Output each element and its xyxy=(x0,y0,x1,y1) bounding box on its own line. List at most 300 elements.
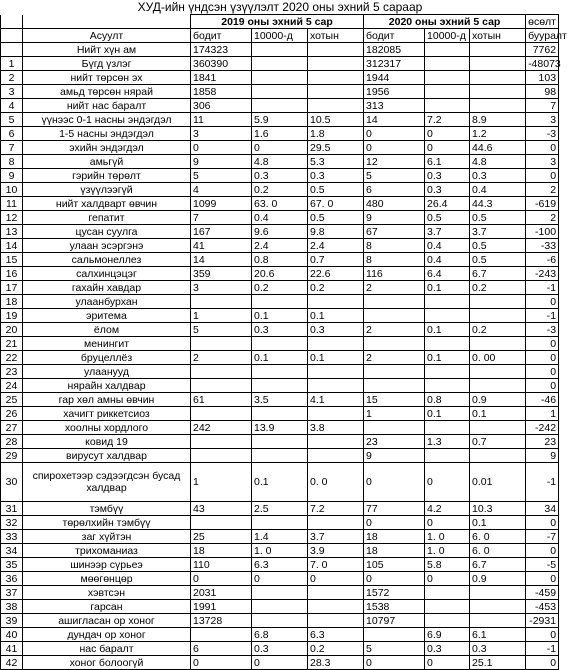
row-number-cell: 41 xyxy=(1,642,23,656)
row-number-cell: 24 xyxy=(1,379,23,393)
per10000-2020-cell xyxy=(425,337,470,351)
indicator-label-cell: амьгүй xyxy=(23,155,191,169)
table-row xyxy=(1,239,559,253)
khotyn-2019-cell xyxy=(308,586,364,600)
bodit-2019-cell: 2031 xyxy=(191,586,252,600)
header-row-columns xyxy=(1,29,559,43)
indicator-label-cell: гарсан xyxy=(23,600,191,614)
khotyn-2019-cell: 0.2 xyxy=(308,642,364,656)
bodit-2019-cell: 41 xyxy=(191,239,252,253)
bodit-2020-cell: 1956 xyxy=(364,85,425,99)
khotyn-2019-cell xyxy=(308,43,364,57)
per10000-2019-cell: 3.5 xyxy=(252,393,308,407)
khotyn-2020-cell: 0.5 xyxy=(470,211,526,225)
row-number-cell: 11 xyxy=(1,197,23,211)
bodit-2020-cell: 14 xyxy=(364,113,425,127)
row-number-cell: 42 xyxy=(1,656,23,670)
per10000-2020-cell xyxy=(425,85,470,99)
change-cell: -1 xyxy=(526,463,559,502)
bodit-2019-cell: 174323 xyxy=(191,43,252,57)
change-cell: 0 xyxy=(526,169,559,183)
indicator-label-cell: үүнээс 0-1 насны эндэгдэл xyxy=(23,113,191,127)
indicator-label-cell: эхийн эндэгдэл xyxy=(23,141,191,155)
row-number-cell: 12 xyxy=(1,211,23,225)
per10000-2020-cell: 3.7 xyxy=(425,225,470,239)
bodit-2020-cell: 313 xyxy=(364,99,425,113)
indicator-label-cell: вирусут халдвар xyxy=(23,449,191,463)
per10000-2020-cell xyxy=(425,295,470,309)
bodit-2019-cell: 306 xyxy=(191,99,252,113)
bodit-2020-cell: 5 xyxy=(364,642,425,656)
per10000-2020-cell xyxy=(425,365,470,379)
per10000-2020-cell xyxy=(425,449,470,463)
change-cell: -459 xyxy=(526,586,559,600)
per10000-2020-cell xyxy=(425,309,470,323)
bodit-2019-cell: 1 xyxy=(191,463,252,502)
indicator-label-cell: ёлом xyxy=(23,323,191,337)
per10000-2020-cell: 0.1 xyxy=(425,281,470,295)
table-row xyxy=(1,267,559,281)
indicator-label-cell: улаанууд xyxy=(23,365,191,379)
khotyn-2019-cell: 28.3 xyxy=(308,656,364,670)
bodit-2020-cell: 8 xyxy=(364,253,425,267)
indicator-label-cell: нийт халдварт өвчин xyxy=(23,197,191,211)
per10000-2020-cell: 5.8 xyxy=(425,558,470,572)
per10000-2019-cell xyxy=(252,85,308,99)
change-cell: 98 xyxy=(526,85,559,99)
bodit-2019-cell: 110 xyxy=(191,558,252,572)
bodit-2019-cell: 2 xyxy=(191,351,252,365)
row-number-cell: 38 xyxy=(1,600,23,614)
row-number-cell: 34 xyxy=(1,544,23,558)
row-number-cell: 36 xyxy=(1,572,23,586)
bodit-2019-cell xyxy=(191,365,252,379)
indicator-label-cell: гар хөл амны өвчин xyxy=(23,393,191,407)
per10000-2020-cell xyxy=(425,586,470,600)
khotyn-2020-cell: 6.7 xyxy=(470,558,526,572)
khotyn-2020-cell: 6. 0 xyxy=(470,530,526,544)
table-row xyxy=(1,337,559,351)
indicator-label-cell: салхинцэцэг xyxy=(23,267,191,281)
per10000-2019-cell xyxy=(252,295,308,309)
khotyn-2020-cell: 0.1 xyxy=(470,516,526,530)
table-row xyxy=(1,642,559,656)
bodit-2020-cell: 0 xyxy=(364,141,425,155)
per10000-2019-cell xyxy=(252,57,308,71)
row-number-cell: 21 xyxy=(1,337,23,351)
indicator-label-cell: үзүүлээгүй xyxy=(23,183,191,197)
khotyn-2020-cell xyxy=(470,365,526,379)
bodit-2019-cell: 242 xyxy=(191,421,252,435)
per10000-2019-cell: 0 xyxy=(252,572,308,586)
per10000-2020-cell: 0 xyxy=(425,516,470,530)
per10000-2020-cell: 1.3 xyxy=(425,435,470,449)
khotyn-2019-cell: 10.5 xyxy=(308,113,364,127)
indicator-label-cell: цусан суулга xyxy=(23,225,191,239)
khotyn-2020-cell: 44.6 xyxy=(470,141,526,155)
per10000-2019-cell: 1.6 xyxy=(252,127,308,141)
per10000-2019-cell: 0.4 xyxy=(252,211,308,225)
bodit-2020-cell: 312317 xyxy=(364,57,425,71)
per10000-2019-cell: 4.8 xyxy=(252,155,308,169)
khotyn-2020-cell: 0.5 xyxy=(470,239,526,253)
header-change-top: өсөлт xyxy=(526,15,559,29)
indicator-label-cell: нярайн халдвар xyxy=(23,379,191,393)
row-number-cell: 35 xyxy=(1,558,23,572)
khotyn-2019-cell: 0.2 xyxy=(308,281,364,295)
header-cell xyxy=(23,15,191,29)
khotyn-2020-cell: 0.1 xyxy=(470,407,526,421)
header-row-groups xyxy=(1,15,559,29)
row-number-cell: 40 xyxy=(1,628,23,642)
per10000-2020-cell: 0.4 xyxy=(425,253,470,267)
per10000-2020-cell xyxy=(425,71,470,85)
indicator-label-cell: хоног болоогүй xyxy=(23,656,191,670)
khotyn-2020-cell xyxy=(470,449,526,463)
per10000-2019-cell: 0 xyxy=(252,141,308,155)
table-row xyxy=(1,351,559,365)
per10000-2020-cell: 4.2 xyxy=(425,502,470,516)
per10000-2019-cell xyxy=(252,337,308,351)
header-change-bottom: бууралт xyxy=(526,29,559,43)
change-cell: 0 xyxy=(526,141,559,155)
table-row xyxy=(1,253,559,267)
bodit-2020-cell: 18 xyxy=(364,544,425,558)
khotyn-2020-cell: 0.4 xyxy=(470,183,526,197)
header-per10000-2019: 10000-д xyxy=(252,29,308,43)
per10000-2020-cell: 6.1 xyxy=(425,155,470,169)
row-number-cell: 4 xyxy=(1,99,23,113)
bodit-2019-cell: 43 xyxy=(191,502,252,516)
header-2019-group: 2019 оны эхний 5 сар xyxy=(191,15,364,29)
khotyn-2019-cell: 0.5 xyxy=(308,211,364,225)
per10000-2019-cell xyxy=(252,600,308,614)
khotyn-2020-cell: 0.7 xyxy=(470,435,526,449)
change-cell: -453 xyxy=(526,600,559,614)
change-cell: -5 xyxy=(526,558,559,572)
bodit-2020-cell xyxy=(364,421,425,435)
bodit-2019-cell xyxy=(191,295,252,309)
per10000-2020-cell: 1. 0 xyxy=(425,544,470,558)
per10000-2020-cell: 0.3 xyxy=(425,169,470,183)
change-cell: -7 xyxy=(526,530,559,544)
khotyn-2019-cell xyxy=(308,365,364,379)
per10000-2019-cell xyxy=(252,379,308,393)
khotyn-2020-cell: 6. 0 xyxy=(470,544,526,558)
row-number-cell: 31 xyxy=(1,502,23,516)
row-number-cell: 27 xyxy=(1,421,23,435)
per10000-2019-cell: 0.2 xyxy=(252,281,308,295)
header-2020-group: 2020 оны эхний 5 сар xyxy=(364,15,526,29)
table-row xyxy=(1,309,559,323)
khotyn-2019-cell: 2.4 xyxy=(308,239,364,253)
change-cell: 0 xyxy=(526,656,559,670)
indicator-label-cell: сальмонеллез xyxy=(23,253,191,267)
change-cell: 0 xyxy=(526,295,559,309)
row-number-cell: 1 xyxy=(1,57,23,71)
per10000-2019-cell: 0.1 xyxy=(252,351,308,365)
indicator-label-cell: менингит xyxy=(23,337,191,351)
table-row xyxy=(1,463,559,502)
indicator-label-cell: Нийт хүн ам xyxy=(23,43,191,57)
khotyn-2019-cell xyxy=(308,516,364,530)
per10000-2019-cell: 5.9 xyxy=(252,113,308,127)
row-number-cell xyxy=(1,43,23,57)
header-per10000-2020: 10000-д xyxy=(425,29,470,43)
khotyn-2019-cell: 29.5 xyxy=(308,141,364,155)
khotyn-2019-cell: 5.3 xyxy=(308,155,364,169)
bodit-2020-cell: 10797 xyxy=(364,614,425,628)
indicator-label-cell: трихоманиаз xyxy=(23,544,191,558)
khotyn-2019-cell xyxy=(308,407,364,421)
indicator-label-cell: бруцеллёз xyxy=(23,351,191,365)
khotyn-2020-cell xyxy=(470,309,526,323)
header-bodit-2019: бодит xyxy=(191,29,252,43)
row-number-cell: 3 xyxy=(1,85,23,99)
change-cell: 0 xyxy=(526,544,559,558)
per10000-2019-cell xyxy=(252,71,308,85)
per10000-2020-cell: 0 xyxy=(425,141,470,155)
per10000-2020-cell xyxy=(425,600,470,614)
row-number-cell: 22 xyxy=(1,351,23,365)
khotyn-2020-cell: 0.3 xyxy=(470,169,526,183)
bodit-2019-cell: 1 xyxy=(191,309,252,323)
change-cell: -2931 xyxy=(526,614,559,628)
per10000-2019-cell: 63. 0 xyxy=(252,197,308,211)
change-cell: -48073 xyxy=(526,57,559,71)
change-cell: -1 xyxy=(526,309,559,323)
per10000-2019-cell: 0.3 xyxy=(252,169,308,183)
khotyn-2019-cell: 22.6 xyxy=(308,267,364,281)
per10000-2020-cell: 0.5 xyxy=(425,211,470,225)
khotyn-2019-cell: 0.7 xyxy=(308,253,364,267)
indicator-label-cell: тэмбүү xyxy=(23,502,191,516)
khotyn-2020-cell xyxy=(470,71,526,85)
bodit-2020-cell: 1 xyxy=(364,407,425,421)
indicator-label-cell: Бүгд үзлэг xyxy=(23,57,191,71)
khotyn-2019-cell: 67. 0 xyxy=(308,197,364,211)
row-number-cell: 6 xyxy=(1,127,23,141)
row-number-cell: 2 xyxy=(1,71,23,85)
bodit-2020-cell xyxy=(364,309,425,323)
khotyn-2020-cell: 6.1 xyxy=(470,628,526,642)
bodit-2019-cell: 1858 xyxy=(191,85,252,99)
per10000-2020-cell: 0.1 xyxy=(425,351,470,365)
bodit-2019-cell xyxy=(191,516,252,530)
indicator-label-cell: эритема xyxy=(23,309,191,323)
khotyn-2020-cell: 4.8 xyxy=(470,155,526,169)
row-number-cell: 20 xyxy=(1,323,23,337)
per10000-2019-cell xyxy=(252,449,308,463)
bodit-2020-cell: 0 xyxy=(364,656,425,670)
table-row xyxy=(1,365,559,379)
per10000-2020-cell xyxy=(425,614,470,628)
khotyn-2020-cell: 1.2 xyxy=(470,127,526,141)
khotyn-2020-cell xyxy=(470,85,526,99)
khotyn-2020-cell xyxy=(470,295,526,309)
per10000-2020-cell xyxy=(425,43,470,57)
bodit-2019-cell: 0 xyxy=(191,141,252,155)
khotyn-2020-cell xyxy=(470,586,526,600)
table-row xyxy=(1,183,559,197)
table-row xyxy=(1,393,559,407)
row-number-cell: 23 xyxy=(1,365,23,379)
table-row xyxy=(1,407,559,421)
khotyn-2019-cell: 0.1 xyxy=(308,351,364,365)
header-khotyn-2020: хотын xyxy=(470,29,526,43)
khotyn-2019-cell xyxy=(308,600,364,614)
header-bodit-2020: бодит xyxy=(364,29,425,43)
bodit-2020-cell: 77 xyxy=(364,502,425,516)
per10000-2019-cell: 2.4 xyxy=(252,239,308,253)
bodit-2020-cell xyxy=(364,295,425,309)
khotyn-2019-cell: 3.9 xyxy=(308,544,364,558)
indicator-label-cell: төрөлхийн тэмбүү xyxy=(23,516,191,530)
per10000-2020-cell xyxy=(425,57,470,71)
khotyn-2019-cell xyxy=(308,435,364,449)
khotyn-2019-cell: 7.2 xyxy=(308,502,364,516)
khotyn-2020-cell: 0.2 xyxy=(470,281,526,295)
per10000-2020-cell: 0.3 xyxy=(425,183,470,197)
bodit-2020-cell: 182085 xyxy=(364,43,425,57)
bodit-2019-cell: 11 xyxy=(191,113,252,127)
table-row xyxy=(1,169,559,183)
khotyn-2019-cell xyxy=(308,614,364,628)
indicator-label-cell: мөөгөнцөр xyxy=(23,572,191,586)
row-number-cell: 5 xyxy=(1,113,23,127)
indicator-label-cell: хачигт риккетсиоз xyxy=(23,407,191,421)
bodit-2019-cell xyxy=(191,337,252,351)
per10000-2020-cell: 0.1 xyxy=(425,407,470,421)
khotyn-2019-cell: 0.3 xyxy=(308,169,364,183)
change-cell: -619 xyxy=(526,197,559,211)
per10000-2019-cell: 0.3 xyxy=(252,642,308,656)
bodit-2019-cell: 0 xyxy=(191,656,252,670)
table-row xyxy=(1,281,559,295)
bodit-2019-cell: 3 xyxy=(191,127,252,141)
change-cell: 0 xyxy=(526,628,559,642)
bodit-2019-cell: 4 xyxy=(191,183,252,197)
table-row xyxy=(1,544,559,558)
per10000-2019-cell xyxy=(252,365,308,379)
khotyn-2019-cell: 7. 0 xyxy=(308,558,364,572)
table-row xyxy=(1,113,559,127)
per10000-2019-cell: 9.6 xyxy=(252,225,308,239)
khotyn-2020-cell: 10.3 xyxy=(470,502,526,516)
bodit-2019-cell xyxy=(191,449,252,463)
table-row xyxy=(1,85,559,99)
change-cell: -243 xyxy=(526,267,559,281)
bodit-2020-cell: 0 xyxy=(364,572,425,586)
bodit-2020-cell: 5 xyxy=(364,169,425,183)
bodit-2019-cell: 1841 xyxy=(191,71,252,85)
change-cell: 0 xyxy=(526,365,559,379)
per10000-2020-cell: 0 xyxy=(425,127,470,141)
khotyn-2019-cell: 0 xyxy=(308,572,364,586)
indicator-label-cell: амьд төрсөн нярай xyxy=(23,85,191,99)
change-cell: 7 xyxy=(526,99,559,113)
bodit-2020-cell: 1944 xyxy=(364,71,425,85)
khotyn-2020-cell: 0.9 xyxy=(470,393,526,407)
row-number-cell: 39 xyxy=(1,614,23,628)
indicator-label-cell: гэрийн төрөлт xyxy=(23,169,191,183)
per10000-2019-cell: 0.3 xyxy=(252,323,308,337)
khotyn-2020-cell xyxy=(470,99,526,113)
change-cell: 2 xyxy=(526,211,559,225)
table-row xyxy=(1,421,559,435)
indicator-label-cell: гепатит xyxy=(23,211,191,225)
table-row xyxy=(1,572,559,586)
table-row xyxy=(1,155,559,169)
table-row xyxy=(1,449,559,463)
per10000-2020-cell: 7.2 xyxy=(425,113,470,127)
table-row xyxy=(1,614,559,628)
table-row xyxy=(1,99,559,113)
khotyn-2019-cell: 0. 0 xyxy=(308,463,364,502)
table-row xyxy=(1,141,559,155)
per10000-2019-cell xyxy=(252,614,308,628)
per10000-2020-cell: 0 xyxy=(425,572,470,586)
change-cell: 7762 xyxy=(526,43,559,57)
bodit-2019-cell: 3 xyxy=(191,281,252,295)
indicator-label-cell: 1-5 насны эндэгдэл xyxy=(23,127,191,141)
table-row xyxy=(1,600,559,614)
bodit-2019-cell: 61 xyxy=(191,393,252,407)
table-row xyxy=(1,57,559,71)
khotyn-2020-cell: 8.9 xyxy=(470,113,526,127)
per10000-2019-cell: 20.6 xyxy=(252,267,308,281)
bodit-2020-cell: 9 xyxy=(364,449,425,463)
per10000-2020-cell xyxy=(425,421,470,435)
row-number-cell: 8 xyxy=(1,155,23,169)
header-khotyn-2019: хотын xyxy=(308,29,364,43)
bodit-2020-cell: 9 xyxy=(364,211,425,225)
bodit-2019-cell xyxy=(191,435,252,449)
bodit-2019-cell: 360390 xyxy=(191,57,252,71)
change-cell: 0 xyxy=(526,572,559,586)
khotyn-2019-cell xyxy=(308,337,364,351)
table-row xyxy=(1,323,559,337)
row-number-cell: 32 xyxy=(1,516,23,530)
per10000-2019-cell: 1.4 xyxy=(252,530,308,544)
per10000-2020-cell: 0.4 xyxy=(425,239,470,253)
header-indicator: Асуулт xyxy=(23,29,191,43)
table-row xyxy=(1,379,559,393)
bodit-2020-cell: 0 xyxy=(364,516,425,530)
change-cell: 1 xyxy=(526,407,559,421)
khotyn-2019-cell: 0.3 xyxy=(308,323,364,337)
per10000-2020-cell: 0.3 xyxy=(425,642,470,656)
change-cell: 3 xyxy=(526,155,559,169)
per10000-2020-cell: 0 xyxy=(425,463,470,502)
table-row xyxy=(1,502,559,516)
khotyn-2019-cell: 0.1 xyxy=(308,309,364,323)
per10000-2019-cell xyxy=(252,435,308,449)
khotyn-2019-cell xyxy=(308,85,364,99)
khotyn-2019-cell: 4.1 xyxy=(308,393,364,407)
bodit-2019-cell: 167 xyxy=(191,225,252,239)
bodit-2019-cell xyxy=(191,628,252,642)
khotyn-2020-cell: 25.1 xyxy=(470,656,526,670)
indicator-label-cell: нийт төрсөн эх xyxy=(23,71,191,85)
khotyn-2020-cell: 0.3 xyxy=(470,642,526,656)
change-cell: 103 xyxy=(526,71,559,85)
row-number-cell: 30 xyxy=(1,463,23,502)
change-cell: -33 xyxy=(526,239,559,253)
change-cell: -1 xyxy=(526,281,559,295)
change-cell: -100 xyxy=(526,225,559,239)
khotyn-2020-cell: 0.2 xyxy=(470,323,526,337)
